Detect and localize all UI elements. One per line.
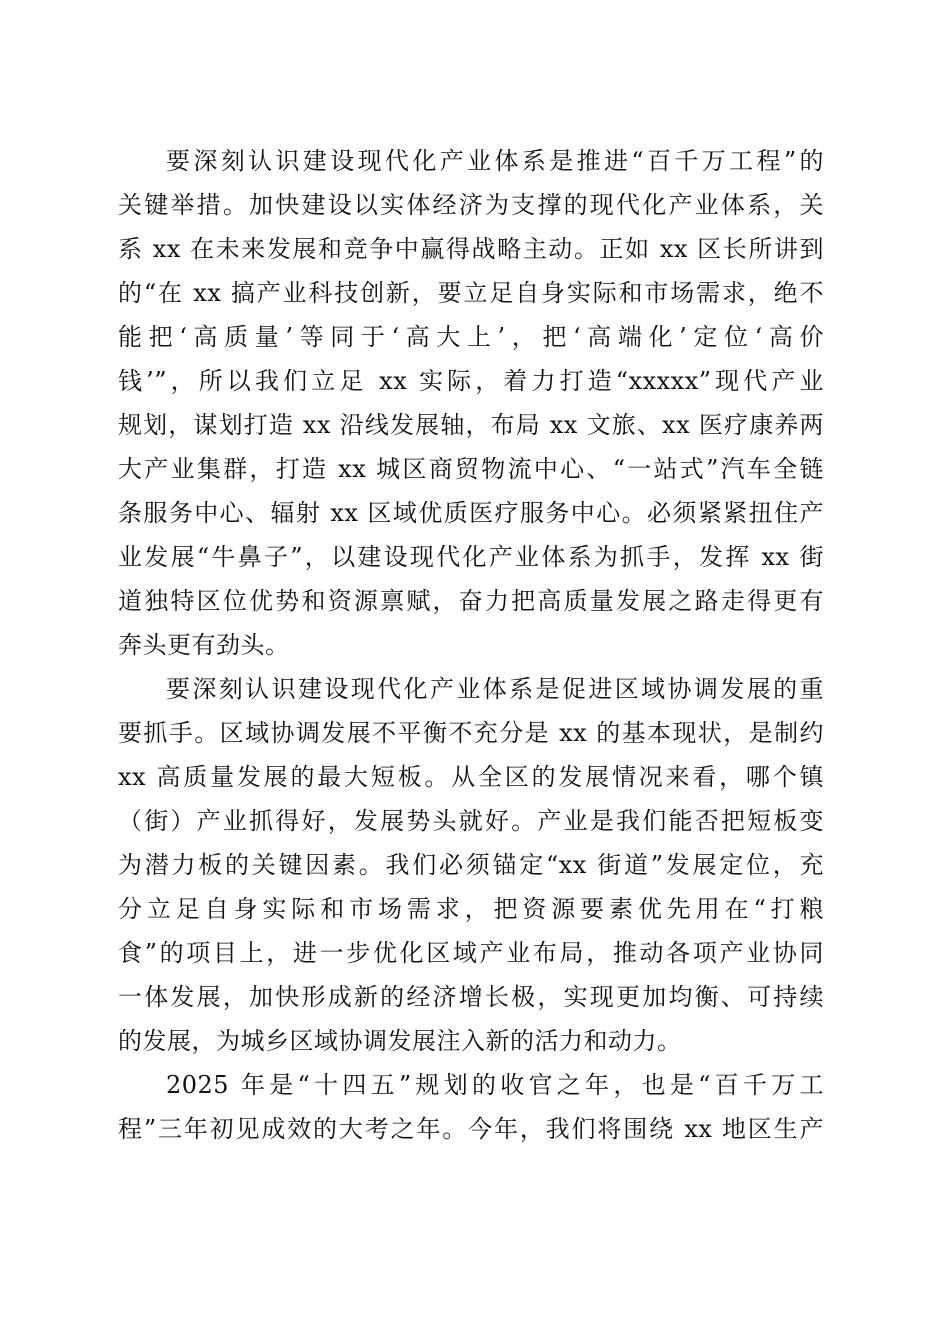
paragraph-1-line-8: 大产业集群，打造 xx 城区商贸物流中心、“一站式”汽车全链 (118, 455, 824, 483)
paragraph-1-line-5: 能把‘高质量’等同于‘高大上’，把‘高端化’定位‘高价 (118, 323, 824, 351)
paragraph-1-line-4: 的“在 xx 搞产业科技创新，要立足自身实际和市场需求，绝不 (118, 279, 824, 307)
paragraph-1-line-2: 关键举措。加快建设以实体经济为支撑的现代化产业体系，关 (118, 191, 824, 219)
paragraph-2-line-8: 一体发展，加快形成新的经济增长极，实现更加均衡、可持续 (118, 983, 824, 1011)
paragraph-1-line-9: 条服务中心、辐射 xx 区域优质医疗服务中心。必须紧紧扭住产 (118, 499, 824, 527)
paragraph-2-line-3: xx 高质量发展的最大短板。从全区的发展情况来看，哪个镇 (118, 763, 824, 791)
paragraph-1-line-6: 钱’”，所以我们立足 xx 实际，着力打造“xxxxx”现代产业 (118, 367, 824, 395)
paragraph-2-line-7: 食”的项目上，进一步优化区域产业布局，推动各项产业协同 (118, 939, 824, 967)
paragraph-2-line-5: 为潜力板的关键因素。我们必须锚定“xx 街道”发展定位，充 (118, 851, 824, 879)
paragraph-2-line-4: （街）产业抓得好，发展势头就好。产业是我们能否把短板变 (118, 807, 824, 835)
paragraph-3-line-1: 2025 年是“十四五”规划的收官之年，也是“百千万工 (166, 1071, 824, 1099)
paragraph-1-line-3: 系 xx 在未来发展和竞争中赢得战略主动。正如 xx 区长所讲到 (118, 235, 824, 263)
paragraph-1-line-11: 道独特区位优势和资源禀赋，奋力把高质量发展之路走得更有 (118, 587, 824, 615)
paragraph-1-line-7: 规划，谋划打造 xx 沿线发展轴，布局 xx 文旅、xx 医疗康养两 (118, 411, 824, 439)
paragraph-1-line-10: 业发展“牛鼻子”，以建设现代化产业体系为抓手，发挥 xx 街 (118, 543, 824, 571)
paragraph-3-line-2: 程”三年初见成效的大考之年。今年，我们将围绕 xx 地区生产 (118, 1115, 824, 1143)
paragraph-1-line-12: 奔头更有劲头。 (118, 631, 290, 659)
paragraph-2-line-9: 的发展，为城乡区域协调发展注入新的活力和动力。 (118, 1027, 682, 1055)
paragraph-1-line-1: 要深刻认识建设现代化产业体系是推进“百千万工程”的 (166, 147, 824, 175)
paragraph-2-line-2: 要抓手。区域协调发展不平衡不充分是 xx 的基本现状，是制约 (118, 719, 824, 747)
paragraph-2-line-1: 要深刻认识建设现代化产业体系是促进区域协调发展的重 (166, 675, 824, 703)
paragraph-2-line-6: 分立足自身实际和市场需求，把资源要素优先用在“打粮 (118, 895, 824, 923)
